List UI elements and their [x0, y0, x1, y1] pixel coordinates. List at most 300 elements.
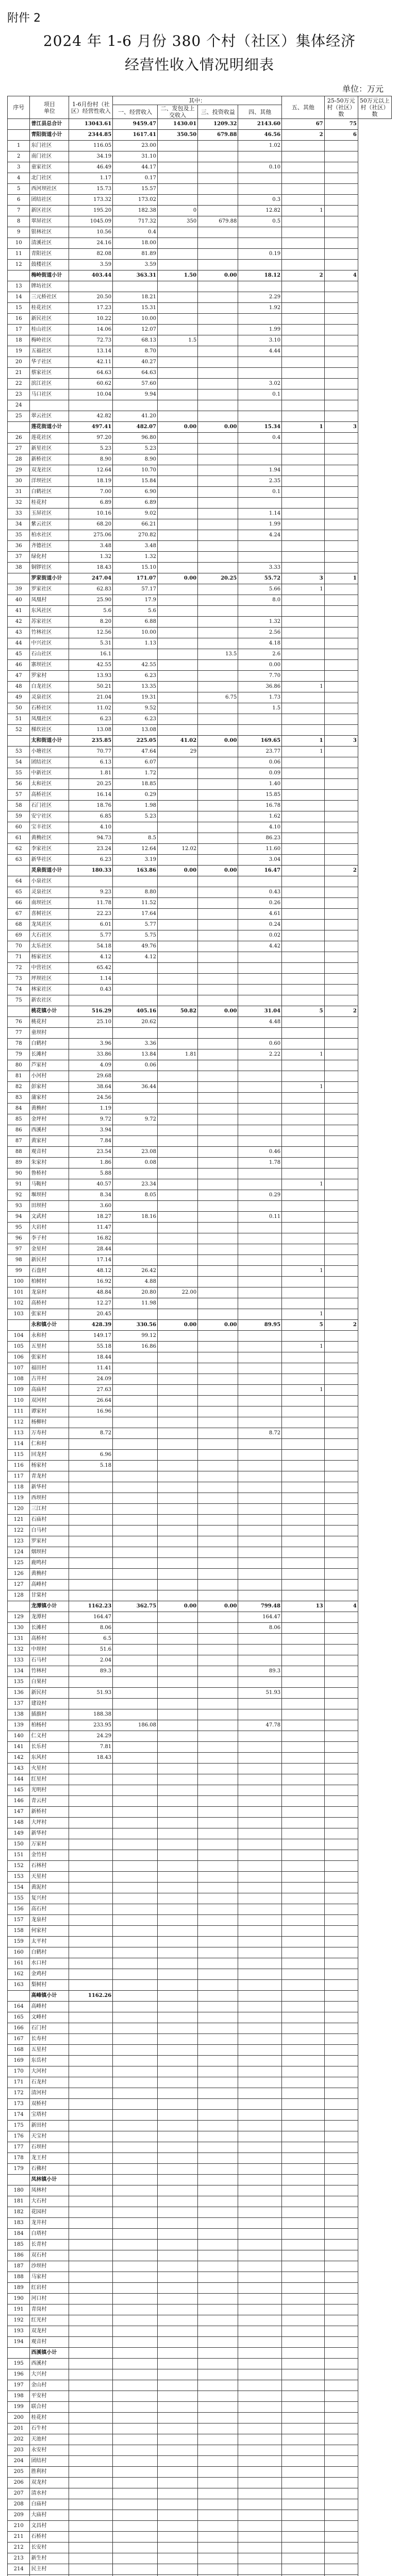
cell-value — [282, 476, 325, 487]
cell-value — [113, 1374, 158, 1385]
cell-value: 25.90 — [69, 595, 113, 606]
cell-value — [238, 444, 282, 454]
cell-value: 6.75 — [198, 692, 238, 703]
table-row — [8, 963, 392, 974]
cell-value — [113, 1255, 158, 1266]
cell-value — [324, 1439, 358, 1450]
cell-value — [324, 162, 358, 173]
cell-unit-name: 梯坎社区 — [30, 725, 69, 736]
cell-unit-name: 石盘村 — [30, 1266, 69, 1277]
cell-value — [158, 974, 198, 985]
cell-value — [282, 1720, 325, 1731]
cell-value — [282, 2380, 325, 2391]
cell-value — [113, 2294, 158, 2304]
cell-value — [324, 2402, 358, 2413]
cell-seq: 113 — [8, 1428, 30, 1439]
cell-value: 799.48 — [238, 1601, 282, 1612]
table-row — [8, 1872, 392, 1883]
cell-value — [69, 1785, 113, 1796]
cell-value — [324, 1764, 358, 1774]
cell-seq: 84 — [8, 1104, 30, 1114]
cell-value — [69, 2023, 113, 2034]
cell-value — [69, 1493, 113, 1504]
cell-unit-name: 李子村 — [30, 1233, 69, 1244]
cell-value: 4.88 — [113, 1277, 158, 1287]
cell-unit-name: 坪坝社区 — [30, 974, 69, 985]
cell-value — [282, 1374, 325, 1385]
cell-value: 405.16 — [113, 1006, 158, 1017]
cell-value — [158, 487, 198, 498]
cell-seq: 61 — [8, 833, 30, 844]
cell-value — [198, 833, 238, 844]
cell-value — [158, 649, 198, 660]
cell-value: 18.43 — [69, 563, 113, 573]
table-row — [8, 2564, 392, 2575]
cell-value — [198, 855, 238, 866]
cell-value — [158, 1590, 198, 1601]
cell-value: 0.00 — [198, 1601, 238, 1612]
cell-value — [282, 2088, 325, 2099]
cell-value — [69, 1915, 113, 1926]
cell-value: 0.00 — [198, 422, 238, 433]
table-row — [8, 563, 392, 573]
cell-value — [113, 1980, 158, 1991]
cell-value — [238, 1558, 282, 1569]
cell-value — [282, 855, 325, 866]
cell-value — [282, 2099, 325, 2110]
cell-value: 1.94 — [238, 465, 282, 476]
cell-value: 72.73 — [69, 335, 113, 346]
cell-value — [158, 1223, 198, 1233]
cell-value — [113, 1168, 158, 1179]
table-row — [8, 2121, 392, 2131]
cell-unit-name: 梅岭街道小计 — [30, 270, 69, 281]
cell-value: 16.78 — [238, 801, 282, 811]
cell-value — [282, 465, 325, 476]
cell-value: 0.00 — [198, 1006, 238, 1017]
cell-value — [158, 1764, 198, 1774]
cell-value — [113, 2023, 158, 2034]
cell-value — [198, 1807, 238, 1818]
cell-value — [324, 303, 358, 314]
cell-value — [113, 1515, 158, 1526]
cell-value: 13 — [282, 1601, 325, 1612]
cell-value: 34.19 — [69, 151, 113, 162]
cell-value — [324, 1168, 358, 1179]
cell-seq — [8, 270, 30, 281]
cell-value: 1430.01 — [158, 119, 198, 130]
cell-value — [158, 325, 198, 335]
cell-unit-name: 石门社区 — [30, 801, 69, 811]
cell-value — [158, 768, 198, 779]
table-row — [8, 1547, 392, 1558]
cell-seq: 192 — [8, 2315, 30, 2326]
cell-seq: 122 — [8, 1526, 30, 1536]
cell-value — [282, 811, 325, 822]
cell-value — [324, 2369, 358, 2380]
table-row — [8, 1417, 392, 1428]
cell-unit-name: 新民村 — [30, 1255, 69, 1266]
cell-value — [324, 2478, 358, 2488]
cell-seq: 74 — [8, 985, 30, 995]
cell-value — [158, 1753, 198, 1764]
cell-value — [324, 227, 358, 238]
cell-unit-name: 中坝村 — [30, 1645, 69, 1655]
cell-value — [198, 1731, 238, 1742]
cell-unit-name: 马口社区 — [30, 389, 69, 400]
cell-value — [282, 2564, 325, 2575]
cell-value — [198, 1828, 238, 1839]
table-row — [8, 1028, 392, 1039]
cell-value — [238, 1277, 282, 1287]
cell-seq: 110 — [8, 1396, 30, 1406]
cell-value: 46.49 — [69, 162, 113, 173]
cell-value — [69, 2337, 113, 2348]
cell-value — [282, 2240, 325, 2250]
table-row — [8, 2315, 392, 2326]
cell-seq: 36 — [8, 541, 30, 552]
cell-value — [282, 2543, 325, 2553]
cell-value: 1.81 — [158, 1049, 198, 1060]
cell-value — [158, 1709, 198, 1720]
cell-value: 55.18 — [69, 1342, 113, 1352]
cell-value — [324, 2391, 358, 2402]
cell-value: 0.1 — [238, 487, 282, 498]
cell-unit-name: 桃花村 — [30, 1017, 69, 1028]
cell-value — [324, 552, 358, 563]
cell-value: 42.55 — [69, 660, 113, 671]
cell-unit-name: 双龙社区 — [30, 465, 69, 476]
cell-value — [324, 1980, 358, 1991]
cell-value — [198, 703, 238, 714]
cell-value — [158, 541, 198, 552]
cell-value: 1.14 — [238, 509, 282, 519]
cell-seq: 111 — [8, 1406, 30, 1417]
cell-value — [158, 1060, 198, 1071]
cell-value — [238, 2413, 282, 2424]
cell-value — [198, 530, 238, 541]
cell-seq: 50 — [8, 703, 30, 714]
cell-value: 12.27 — [69, 1298, 113, 1309]
header-service: 四、其他 — [238, 105, 282, 119]
table-row — [8, 509, 392, 519]
cell-value — [69, 1417, 113, 1428]
cell-value — [324, 2532, 358, 2543]
cell-seq: 180 — [8, 2185, 30, 2196]
cell-value: 0.29 — [113, 790, 158, 801]
cell-value — [158, 2175, 198, 2185]
cell-value: 16.86 — [113, 1342, 158, 1352]
cell-value — [113, 1969, 158, 1980]
cell-unit-name: 白马村 — [30, 1526, 69, 1536]
cell-value — [198, 2045, 238, 2056]
cell-seq: 79 — [8, 1049, 30, 1060]
cell-unit-name: 平安村 — [30, 2391, 69, 2402]
cell-value — [324, 2564, 358, 2575]
cell-value: 363.31 — [113, 270, 158, 281]
cell-value — [198, 1850, 238, 1861]
cell-value — [324, 1677, 358, 1688]
cell-value — [113, 1731, 158, 1742]
cell-value — [198, 1504, 238, 1515]
cell-value — [198, 541, 238, 552]
cell-value — [282, 1969, 325, 1980]
cell-value: 4.10 — [238, 822, 282, 833]
cell-value — [324, 909, 358, 920]
cell-value — [282, 1071, 325, 1082]
cell-value — [324, 2510, 358, 2521]
cell-value — [282, 1883, 325, 1893]
table-row — [8, 2142, 392, 2153]
cell-unit-name: 罗家村 — [30, 1536, 69, 1547]
cell-value — [238, 1645, 282, 1655]
cell-value — [113, 1580, 158, 1590]
cell-seq: 102 — [8, 1298, 30, 1309]
cell-unit-name: 绿化村 — [30, 552, 69, 563]
cell-unit-name: 凤凰社区 — [30, 714, 69, 725]
cell-value — [158, 1190, 198, 1201]
cell-value — [113, 2218, 158, 2229]
cell-unit-name: 柏水社区 — [30, 530, 69, 541]
cell-value — [238, 2153, 282, 2164]
table-row — [8, 1093, 392, 1104]
cell-value — [158, 1104, 198, 1114]
cell-value — [198, 1385, 238, 1396]
table-row — [8, 1428, 392, 1439]
cell-seq: 140 — [8, 1731, 30, 1742]
cell-value — [158, 2196, 198, 2207]
cell-unit-name: 翠云社区 — [30, 411, 69, 422]
cell-value — [282, 1277, 325, 1287]
cell-value: 1 — [282, 206, 325, 216]
cell-value — [282, 260, 325, 270]
cell-unit-name: 大兴村 — [30, 2369, 69, 2380]
cell-value: 10.22 — [69, 314, 113, 325]
cell-value — [282, 1958, 325, 1969]
cell-value — [198, 1049, 238, 1060]
cell-value — [282, 876, 325, 887]
cell-value: 18.16 — [113, 1212, 158, 1223]
cell-seq: 157 — [8, 1915, 30, 1926]
cell-value — [324, 1666, 358, 1677]
cell-value — [198, 1580, 238, 1590]
cell-value — [69, 1699, 113, 1709]
cell-value — [198, 2478, 238, 2488]
cell-value — [324, 1872, 358, 1883]
cell-value — [324, 184, 358, 195]
cell-value — [238, 1774, 282, 1785]
table-row — [8, 811, 392, 822]
cell-value — [198, 790, 238, 801]
cell-value: 9.52 — [113, 703, 158, 714]
cell-value — [113, 1893, 158, 1904]
cell-unit-name: 高峰镇小计 — [30, 1991, 69, 2002]
cell-value: 13.14 — [69, 346, 113, 357]
cell-value — [282, 844, 325, 855]
cell-value: 41.02 — [158, 736, 198, 747]
cell-value: 42.55 — [113, 660, 158, 671]
cell-seq: 203 — [8, 2445, 30, 2456]
cell-value: 0.00 — [198, 866, 238, 876]
cell-value — [324, 1017, 358, 1028]
cell-value — [158, 2532, 198, 2543]
cell-value — [324, 1828, 358, 1839]
cell-value — [198, 1212, 238, 1223]
cell-value — [158, 1482, 198, 1493]
cell-unit-name: 石林村 — [30, 1861, 69, 1872]
cell-value: 1.78 — [238, 1158, 282, 1168]
cell-value — [282, 2294, 325, 2304]
cell-value: 23.34 — [113, 1179, 158, 1190]
table-row — [8, 2434, 392, 2445]
cell-value — [324, 1699, 358, 1709]
cell-value — [324, 1212, 358, 1223]
cell-seq: 162 — [8, 1969, 30, 1980]
cell-value — [324, 1125, 358, 1136]
cell-seq: 196 — [8, 2369, 30, 2380]
cell-value — [324, 141, 358, 151]
cell-seq: 155 — [8, 1893, 30, 1904]
cell-value: 6.23 — [113, 714, 158, 725]
cell-value — [324, 1428, 358, 1439]
cell-value — [198, 227, 238, 238]
cell-value: 1.62 — [238, 811, 282, 822]
cell-value — [282, 1287, 325, 1298]
table-row — [8, 2185, 392, 2196]
table-row — [8, 1688, 392, 1699]
cell-unit-name: 白龙社区 — [30, 682, 69, 692]
cell-value — [158, 920, 198, 930]
cell-unit-name: 鼓楼社区 — [30, 260, 69, 270]
cell-value — [198, 1526, 238, 1536]
cell-unit-name: 双河村 — [30, 1396, 69, 1406]
cell-value — [198, 1764, 238, 1774]
cell-seq: 26 — [8, 433, 30, 444]
cell-value — [282, 2391, 325, 2402]
cell-value — [282, 400, 325, 411]
cell-seq — [8, 422, 30, 433]
cell-value: 0.09 — [238, 768, 282, 779]
cell-value — [282, 1818, 325, 1828]
cell-value — [198, 2066, 238, 2077]
cell-value: 8.90 — [69, 454, 113, 465]
cell-seq: 8 — [8, 216, 30, 227]
cell-value — [238, 1872, 282, 1883]
cell-value — [69, 1028, 113, 1039]
cell-value — [238, 1915, 282, 1926]
cell-value: 1 — [282, 584, 325, 595]
cell-value — [282, 1569, 325, 1580]
cell-value — [113, 2283, 158, 2294]
cell-value: 13.08 — [113, 725, 158, 736]
cell-seq: 14 — [8, 292, 30, 303]
cell-value — [158, 757, 198, 768]
table-row — [8, 1709, 392, 1720]
cell-unit-name: 高峰村 — [30, 2002, 69, 2012]
cell-value — [69, 2121, 113, 2131]
cell-seq — [8, 1006, 30, 1017]
cell-value — [238, 952, 282, 963]
cell-unit-name: 古井村 — [30, 1374, 69, 1385]
cell-value — [158, 2304, 198, 2315]
cell-value — [69, 1883, 113, 1893]
cell-unit-name — [30, 400, 69, 411]
cell-seq: 104 — [8, 1331, 30, 1342]
cell-value: 0.60 — [238, 1039, 282, 1049]
cell-value — [282, 974, 325, 985]
cell-value — [113, 2467, 158, 2478]
cell-value — [282, 1915, 325, 1926]
cell-value: 0.00 — [198, 736, 238, 747]
cell-unit-name: 长滩村 — [30, 1049, 69, 1060]
cell-unit-name: 寨坝社区 — [30, 660, 69, 671]
cell-value — [324, 1623, 358, 1634]
cell-unit-name: 团结村 — [30, 2456, 69, 2467]
cell-unit-name: 青阳社区 — [30, 249, 69, 260]
cell-value — [158, 1428, 198, 1439]
cell-value — [113, 2424, 158, 2434]
cell-value — [198, 1331, 238, 1342]
cell-value — [198, 985, 238, 995]
cell-value — [282, 411, 325, 422]
cell-value: 11.98 — [113, 1298, 158, 1309]
cell-value: 20.62 — [113, 1017, 158, 1028]
cell-value — [158, 1818, 198, 1828]
cell-seq: 206 — [8, 2478, 30, 2488]
cell-seq: 179 — [8, 2164, 30, 2175]
table-row — [8, 1731, 392, 1742]
table-row — [8, 1774, 392, 1785]
cell-value — [113, 2564, 158, 2575]
table-row — [8, 1158, 392, 1168]
cell-value — [324, 1255, 358, 1266]
table-row — [8, 2359, 392, 2369]
cell-value — [282, 1947, 325, 1958]
table-row — [8, 1233, 392, 1244]
cell-value: 6.89 — [69, 498, 113, 509]
cell-unit-name: 高桥社区 — [30, 790, 69, 801]
cell-value — [324, 1720, 358, 1731]
cell-value: 23.08 — [113, 1147, 158, 1158]
cell-value — [282, 1504, 325, 1515]
cell-value: 5.6 — [113, 606, 158, 617]
cell-value — [324, 2240, 358, 2250]
cell-value — [198, 379, 238, 389]
cell-value — [113, 1482, 158, 1493]
table-row — [8, 1396, 392, 1406]
table-row — [8, 1255, 392, 1266]
cell-value — [324, 2250, 358, 2261]
cell-value: 14.06 — [69, 325, 113, 335]
cell-unit-name: 太乐社区 — [30, 941, 69, 952]
cell-value: 8.5 — [113, 833, 158, 844]
cell-value — [238, 368, 282, 379]
cell-value — [282, 2056, 325, 2066]
cell-seq: 209 — [8, 2510, 30, 2521]
cell-value: 18.21 — [113, 292, 158, 303]
cell-value — [238, 2532, 282, 2543]
cell-value — [198, 2261, 238, 2272]
cell-value: 3.59 — [113, 260, 158, 270]
cell-value — [198, 1915, 238, 1926]
cell-value — [198, 2445, 238, 2456]
cell-value — [69, 2153, 113, 2164]
cell-value: 164.47 — [238, 1612, 282, 1623]
cell-seq: 164 — [8, 2002, 30, 2012]
cell-unit-name: 桂花社区 — [30, 303, 69, 314]
cell-value — [324, 1244, 358, 1255]
cell-seq — [8, 1991, 30, 2002]
